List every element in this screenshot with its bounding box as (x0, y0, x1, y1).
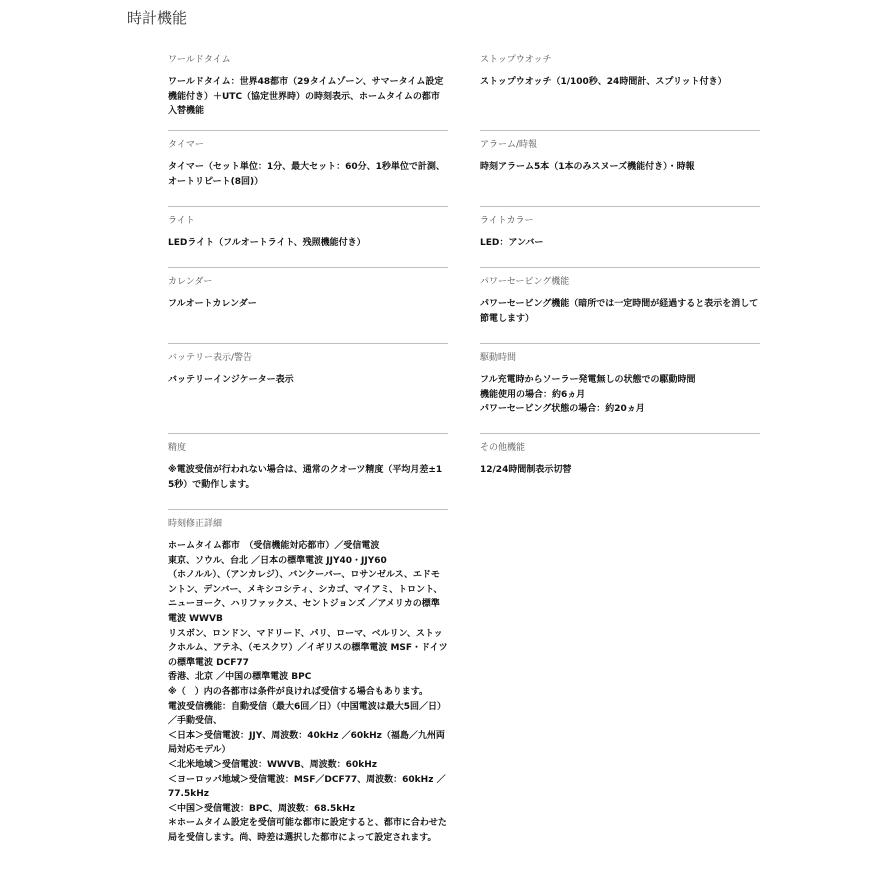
spec-value: フル充電時からソーラー発電無しの状態での駆動時間 機能使用の場合：約6ヵ月 パワーセービング状態の場合：約20ヵ月 (480, 375, 696, 415)
spec-other-functions (480, 434, 760, 509)
spec-time-correction (168, 510, 448, 857)
spec-label: ライト (168, 216, 195, 226)
spec-power-saving (480, 268, 760, 344)
spec-value: フルオートカレンダー (168, 299, 257, 309)
spec-value: パワーセービング機能（暗所では一定時間が経過すると表示を消して節電します） (480, 299, 759, 324)
spec-value: ホームタイム都市 （受信機能対応都市）／受信電波 東京、ソウル、台北 ／日本の標準電波 JJY40・JJY60 （ホノルル）、（アンカレジ）、バンクーバー、ロサンゼルス、エドモントン、デンバー、メキシコシティ、シカゴ、マイアミ、トロント、ニューヨーク、ハリファックス、セントジョンズ ／アメリカの標準電波 WWVB リスボン、ロンドン、マドリード、パリ、ローマ、ベルリン、ストックホルム、アテネ、（モスクワ）／イギリスの標準電波 MSF・ドイツの標準電波 DCF77 香港、北京 ／中国の標準電波 BPC ※（ ）内の各都市は条件が良ければ受信する場合もあります。 電波受信機能：自動受信（最大6回／日）（中国電波は最大5回／日）／手動受信、 ＜日本＞受信電波：JJY、周波数：40kHz ／60kHz（福島／九州両局対応モデル） ＜北米地域＞受信電波：WWVB、周波数：60kHz ＜ヨーロッパ地域＞受信電波：MSF／DCF77、周波数：60kHz ／77.5kHz ＜中国＞受信電波：BPC、周波数：68.5kHz ＊ホームタイム設定を受信可能な都市に設定すると、都市に合わせた局を受信します。尚、時差は選択した都市によって設定されます。 (168, 541, 448, 843)
spec-world-time (168, 46, 448, 131)
spec-calendar (168, 268, 448, 344)
spec-light (168, 207, 448, 268)
spec-accuracy (168, 434, 448, 510)
spec-operating-time (480, 344, 760, 434)
spec-stopwatch (480, 46, 760, 131)
spec-alarm (480, 131, 760, 207)
spec-value: バッテリーインジケーター表示 (168, 375, 294, 385)
spec-label: その他機能 (480, 443, 526, 453)
spec-value: ストップウオッチ（1/100秒、24時間計、スプリット付き） (480, 77, 727, 87)
spec-table (168, 46, 760, 857)
spec-label: パワーセービング機能 (480, 277, 570, 287)
spec-label: アラーム/時報 (480, 140, 538, 150)
spec-label: 駆動時間 (480, 353, 517, 363)
spec-value: 12/24時間制表示切替 (480, 465, 572, 475)
spec-value: ワールドタイム：世界48都市（29タイムゾーン、サマータイム設定機能付き）＋UTC（協定世界時）の時刻表示、ホームタイムの都市入替機能 (168, 77, 444, 117)
spec-label: 精度 (168, 443, 187, 453)
spec-label: タイマー (168, 140, 204, 150)
spec-value: LED：アンバー (480, 238, 544, 248)
spec-label: バッテリー表示/警告 (168, 353, 253, 363)
page-title: 時計機能 (127, 9, 188, 27)
spec-value: 時刻アラーム5本（1本のみスヌーズ機能付き）・時報 (480, 162, 695, 172)
spec-value: LEDライト（フルオートライト、残照機能付き） (168, 238, 366, 248)
spec-value: タイマー（セット単位：1分、最大セット：60分、1秒単位で計測、オートリピート(8回)） (168, 162, 445, 187)
spec-light-color (480, 207, 760, 268)
spec-timer (168, 131, 448, 207)
spec-label: ワールドタイム (168, 55, 231, 65)
spec-battery (168, 344, 448, 434)
spec-label: ライトカラー (480, 216, 534, 226)
spec-label: 時刻修正詳細 (168, 519, 223, 529)
spec-label: ストップウオッチ (480, 55, 552, 65)
spec-label: カレンダー (168, 277, 213, 287)
spec-value: ※電波受信が行われない場合は、通常のクオーツ精度（平均月差±15秒）で動作します。 (168, 465, 443, 490)
